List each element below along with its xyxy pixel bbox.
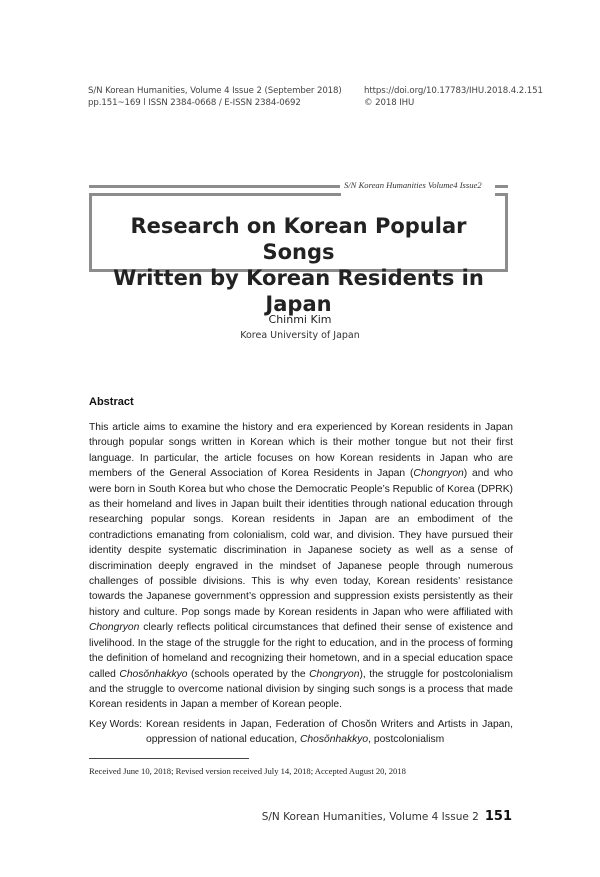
footer-journal: S/N Korean Humanities, Volume 4 Issue 2 xyxy=(261,811,479,823)
header-citation xyxy=(88,86,342,109)
keywords-text-1: Korean residents in Japan, Federation of Chosŏn Writers and Artists in Japan, oppression of national education, xyxy=(146,719,513,746)
abstract-text-4: (schools operated by the xyxy=(187,668,310,680)
title-rule-left xyxy=(89,185,340,188)
abstract-text-5: ), the struggle for postcolonialism and the struggle to overcome national division by singing such songs is a process that made Korean residents in Japan a member of Korean people. xyxy=(89,668,513,711)
copyright-text: © 2018 IHU xyxy=(364,97,415,108)
doi-link[interactable]: https://doi.org/10.17783/IHU.2018.4.2.151 xyxy=(364,86,543,96)
abstract-text-2: ) and who were born in South Korea but who chose the Democratic People’s Republic of Korea (DPRK) as their homeland and lives in Japan built their identities through national education through researching popular songs. Korean residents in Japan are an embodiment of the contradictions emanating from colonialism, cold war, and division. They have pursued their identity despite systematic discrimination in Japanese society as well as a sense of discrimination deeply engraved in the mindset of Japanese people through numerous challenges of possible divisions. This is why even today, Korean residents’ resistance towards the Japanese government’s oppression and suppression exists persistently as their history and culture. Pop songs made by Korean residents in Japan who were affiliated with xyxy=(89,468,513,618)
abstract-text-1: This article aims to examine the history and era experienced by Korean residents in Japan through popular songs written in Korean which is their mother tongue but not their first language. In particular, the article focuses on how Korean residents in Japan who are members of the General Association of Korea Residents in Japan ( xyxy=(89,422,513,480)
abstract-text-3: clearly reflects political circumstances that defined their sense of existence and livelihood. In the stage of the struggle for the right to education, and in the process of forming the definition of homeland and recognizing their hometown, and in a special education space called xyxy=(89,622,513,680)
keywords-text xyxy=(146,717,513,748)
header-citation-line1: S/N Korean Humanities, Volume 4 Issue 2 (September 2018) xyxy=(88,86,342,96)
author-name: Chinmi Kim xyxy=(268,313,332,326)
article-title xyxy=(92,213,505,317)
author-affiliation: Korea University of Japan xyxy=(240,330,360,341)
abstract-italic-chongryon-1: Chongryon xyxy=(413,468,464,480)
abstract-italic-chongryon-3: Chongryon xyxy=(309,668,360,680)
keywords-italic: Chosŏnhakkyo xyxy=(300,734,369,746)
title-rule-right xyxy=(495,185,508,188)
keywords-label: Key Words: xyxy=(89,719,143,730)
received-dates-footnote: Received June 10, 2018; Revised version received July 14, 2018; Accepted August 20, 2018 xyxy=(89,766,406,776)
abstract-italic-chongryon-2: Chongryon xyxy=(89,622,140,634)
title-line1: Research on Korean Popular Songs xyxy=(130,214,467,264)
footnote-rule xyxy=(89,758,249,759)
keywords-text-2: , postcolonialism xyxy=(368,734,445,746)
abstract-heading: Abstract xyxy=(89,396,134,408)
title-box-gap xyxy=(341,190,495,196)
abstract-italic-chosonhakkyo: Chosŏnhakkyo xyxy=(119,668,188,680)
page-number: 151 xyxy=(484,809,512,824)
title-line2: Written by Korean Residents in Japan xyxy=(113,266,484,316)
page-footer xyxy=(262,809,512,824)
journal-tag: S/N Korean Humanities Volume4 Issue2 xyxy=(344,180,482,190)
abstract-body xyxy=(89,420,513,713)
header-citation-line2: pp.151~169 l ISSN 2384-0668 / E-ISSN 2384-0692 xyxy=(88,97,301,108)
header-doi xyxy=(364,86,543,109)
